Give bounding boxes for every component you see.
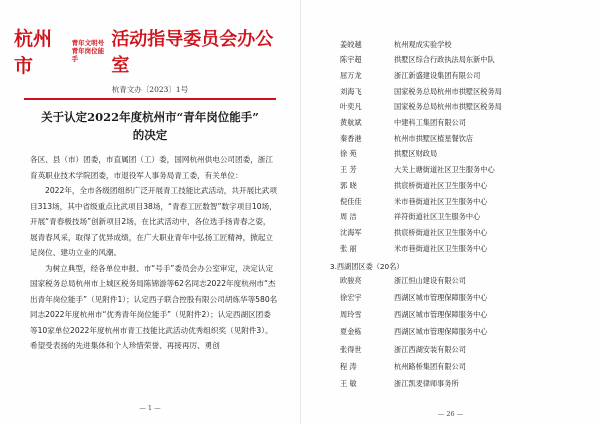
nominee-name: 欧骏亮	[340, 275, 362, 285]
nominee-name: 周 洁	[340, 212, 357, 222]
list-item	[340, 342, 466, 357]
list-item	[340, 163, 495, 178]
nominee-organization: 米市巷街道社区卫生服务中心	[394, 196, 488, 206]
nominee-name: 王 敏	[340, 379, 357, 389]
list-item	[340, 210, 480, 225]
nominee-name: 周玲雪	[340, 310, 362, 320]
nominee-organization: 杭州观成实验学校	[394, 39, 452, 49]
list-item	[340, 308, 487, 323]
nominee-organization: 拱宸桥街道社区卫生服务中心	[394, 180, 488, 190]
nominee-organization: 杭州市拱墅区植星餐饮店	[394, 133, 474, 143]
nominee-name: 徐 苑	[340, 149, 357, 159]
header-suffix: 活动指导委员会办公室	[111, 29, 274, 76]
nominee-organization: 浙江新盛建设集团有限公司	[394, 70, 481, 80]
nominee-name: 黄航斌	[340, 118, 362, 127]
nominee-name: 沈海军	[340, 227, 362, 237]
nominee-name: 刘海飞	[340, 86, 362, 96]
nominee-name: 徐宏宇	[340, 292, 362, 302]
nominee-name: 张 丽	[340, 243, 357, 253]
nominee-organization: 西湖区城市管理保障服务中心	[394, 310, 488, 320]
nominee-organization: 大关上塘街道社区卫生服务中心	[394, 165, 495, 175]
list-item	[340, 68, 480, 83]
nominee-name: 陈宇超	[340, 55, 362, 65]
office-header	[14, 28, 290, 77]
title-line2: 的决定	[132, 128, 168, 142]
nominee-organization: 中建科工集团有限公司	[394, 118, 466, 127]
nominee-name: 程 涛	[340, 362, 357, 371]
salutation: 各区、县（市）团委，市直属团（工）委，国网杭州供电公司团委，浙江育英职业技术学院团委，市退役军人事务局青工委，有关单位：	[30, 155, 273, 180]
list-item	[340, 194, 487, 209]
header-small-line2: 青年岗位能手	[71, 47, 105, 63]
list-item	[340, 84, 502, 99]
list-item	[340, 116, 466, 131]
list-item	[340, 147, 437, 162]
document-title	[0, 108, 300, 144]
nominee-organization: 国家税务总局杭州市拱墅区税务局	[394, 86, 502, 96]
nominee-organization: 浙江恒山建设有限公司	[394, 275, 466, 285]
list-item	[340, 131, 473, 146]
body-text	[30, 152, 278, 354]
nominee-name: 王 芳	[340, 165, 357, 175]
nominee-name: 秦香港	[340, 133, 362, 143]
right-page-number: — 26 —	[437, 410, 464, 418]
list-item	[340, 377, 459, 392]
list-item	[340, 178, 487, 193]
nominee-organization: 杭州路桥集团有限公司	[394, 362, 466, 371]
nominee-organization: 米市巷街道社区卫生服务中心	[394, 243, 488, 253]
nominee-name: 倪佳佳	[340, 196, 362, 206]
header-prefix: 杭州市	[14, 28, 53, 77]
paragraph-2: 为树立典型，经各单位申报、市“号手”委员会办公室审定，决定认定国家税务总局杭州市上城区税务局陈锦游等62名同志2022年度杭州市“杰出青年岗位能手”（见附件1）；认定西子联合控股有限公司胡炼华等580名同志2022年度杭州市“优秀青年岗位能手”（见附件2）；认定西湖区团委等10家单位2022年度杭州市青工技能比武活动优秀组织奖（见附件3）。希望受表扬的先进集体和个人珍惜荣誉、再接再厉、勇创	[30, 263, 278, 350]
list-item	[340, 273, 466, 288]
nominee-organization: 浙江西湖安装有限公司	[394, 344, 466, 354]
right-page	[301, 0, 600, 424]
list-item	[340, 100, 502, 115]
section-heading: 3.西湖团区委（20名）	[330, 262, 404, 271]
nominee-organization: 祥符街道社区卫生服务中心	[394, 212, 481, 222]
document-number: 杭青文办〔2023〕1号	[111, 85, 189, 94]
nominee-name: 屈万龙	[340, 70, 362, 80]
list-item	[340, 53, 495, 68]
nominee-organization: 西湖区城市管理保障服务中心	[394, 327, 488, 337]
list-item	[340, 225, 487, 240]
nominee-organization: 拱墅区综合行政执法局东新中队	[394, 55, 495, 65]
list-item	[340, 325, 487, 340]
paragraph-1: 2022年，全市各级团组织广泛开展青工技能比武活动，共开展比武项目313场，其中省级重点比武项目38场，“青春工匠数智”数字项目10场，开展“青春极技场”创新项目2场，在比武活动中，各位选手扬青春之姿，展青春风采，取得了优异成绩，在广大职业青年中弘扬工匠精神，掀起立足岗位、建功立业的风潮。	[30, 186, 277, 257]
list-item	[340, 241, 487, 256]
header-small-line1: 青年文明号	[71, 39, 105, 47]
nominee-organization: 拱宸桥街道社区卫生服务中心	[394, 227, 488, 237]
nominee-organization: 拱墅区财政局	[394, 149, 438, 159]
list-item	[340, 37, 452, 52]
nominee-organization: 西湖区城市管理保障服务中心	[394, 292, 488, 302]
nominee-name: 郭 晓	[340, 180, 357, 190]
nominee-name: 叶奕凡	[340, 102, 362, 112]
list-item	[340, 360, 466, 375]
list-item	[340, 290, 487, 305]
nominee-name: 姜皎越	[340, 39, 362, 49]
nominee-name: 张得世	[340, 344, 362, 354]
nominee-organization: 国家税务总局杭州市拱墅区税务局	[394, 102, 502, 112]
nominee-organization: 浙江凯麦律师事务所	[394, 379, 459, 389]
red-divider	[24, 98, 276, 100]
left-page-number: — 1 —	[139, 404, 161, 412]
nominee-name: 夏金栋	[340, 327, 362, 337]
header-small-lines	[72, 39, 111, 63]
title-line1: 关于认定2022年度杭州市“青年岗位能手”	[41, 110, 259, 124]
